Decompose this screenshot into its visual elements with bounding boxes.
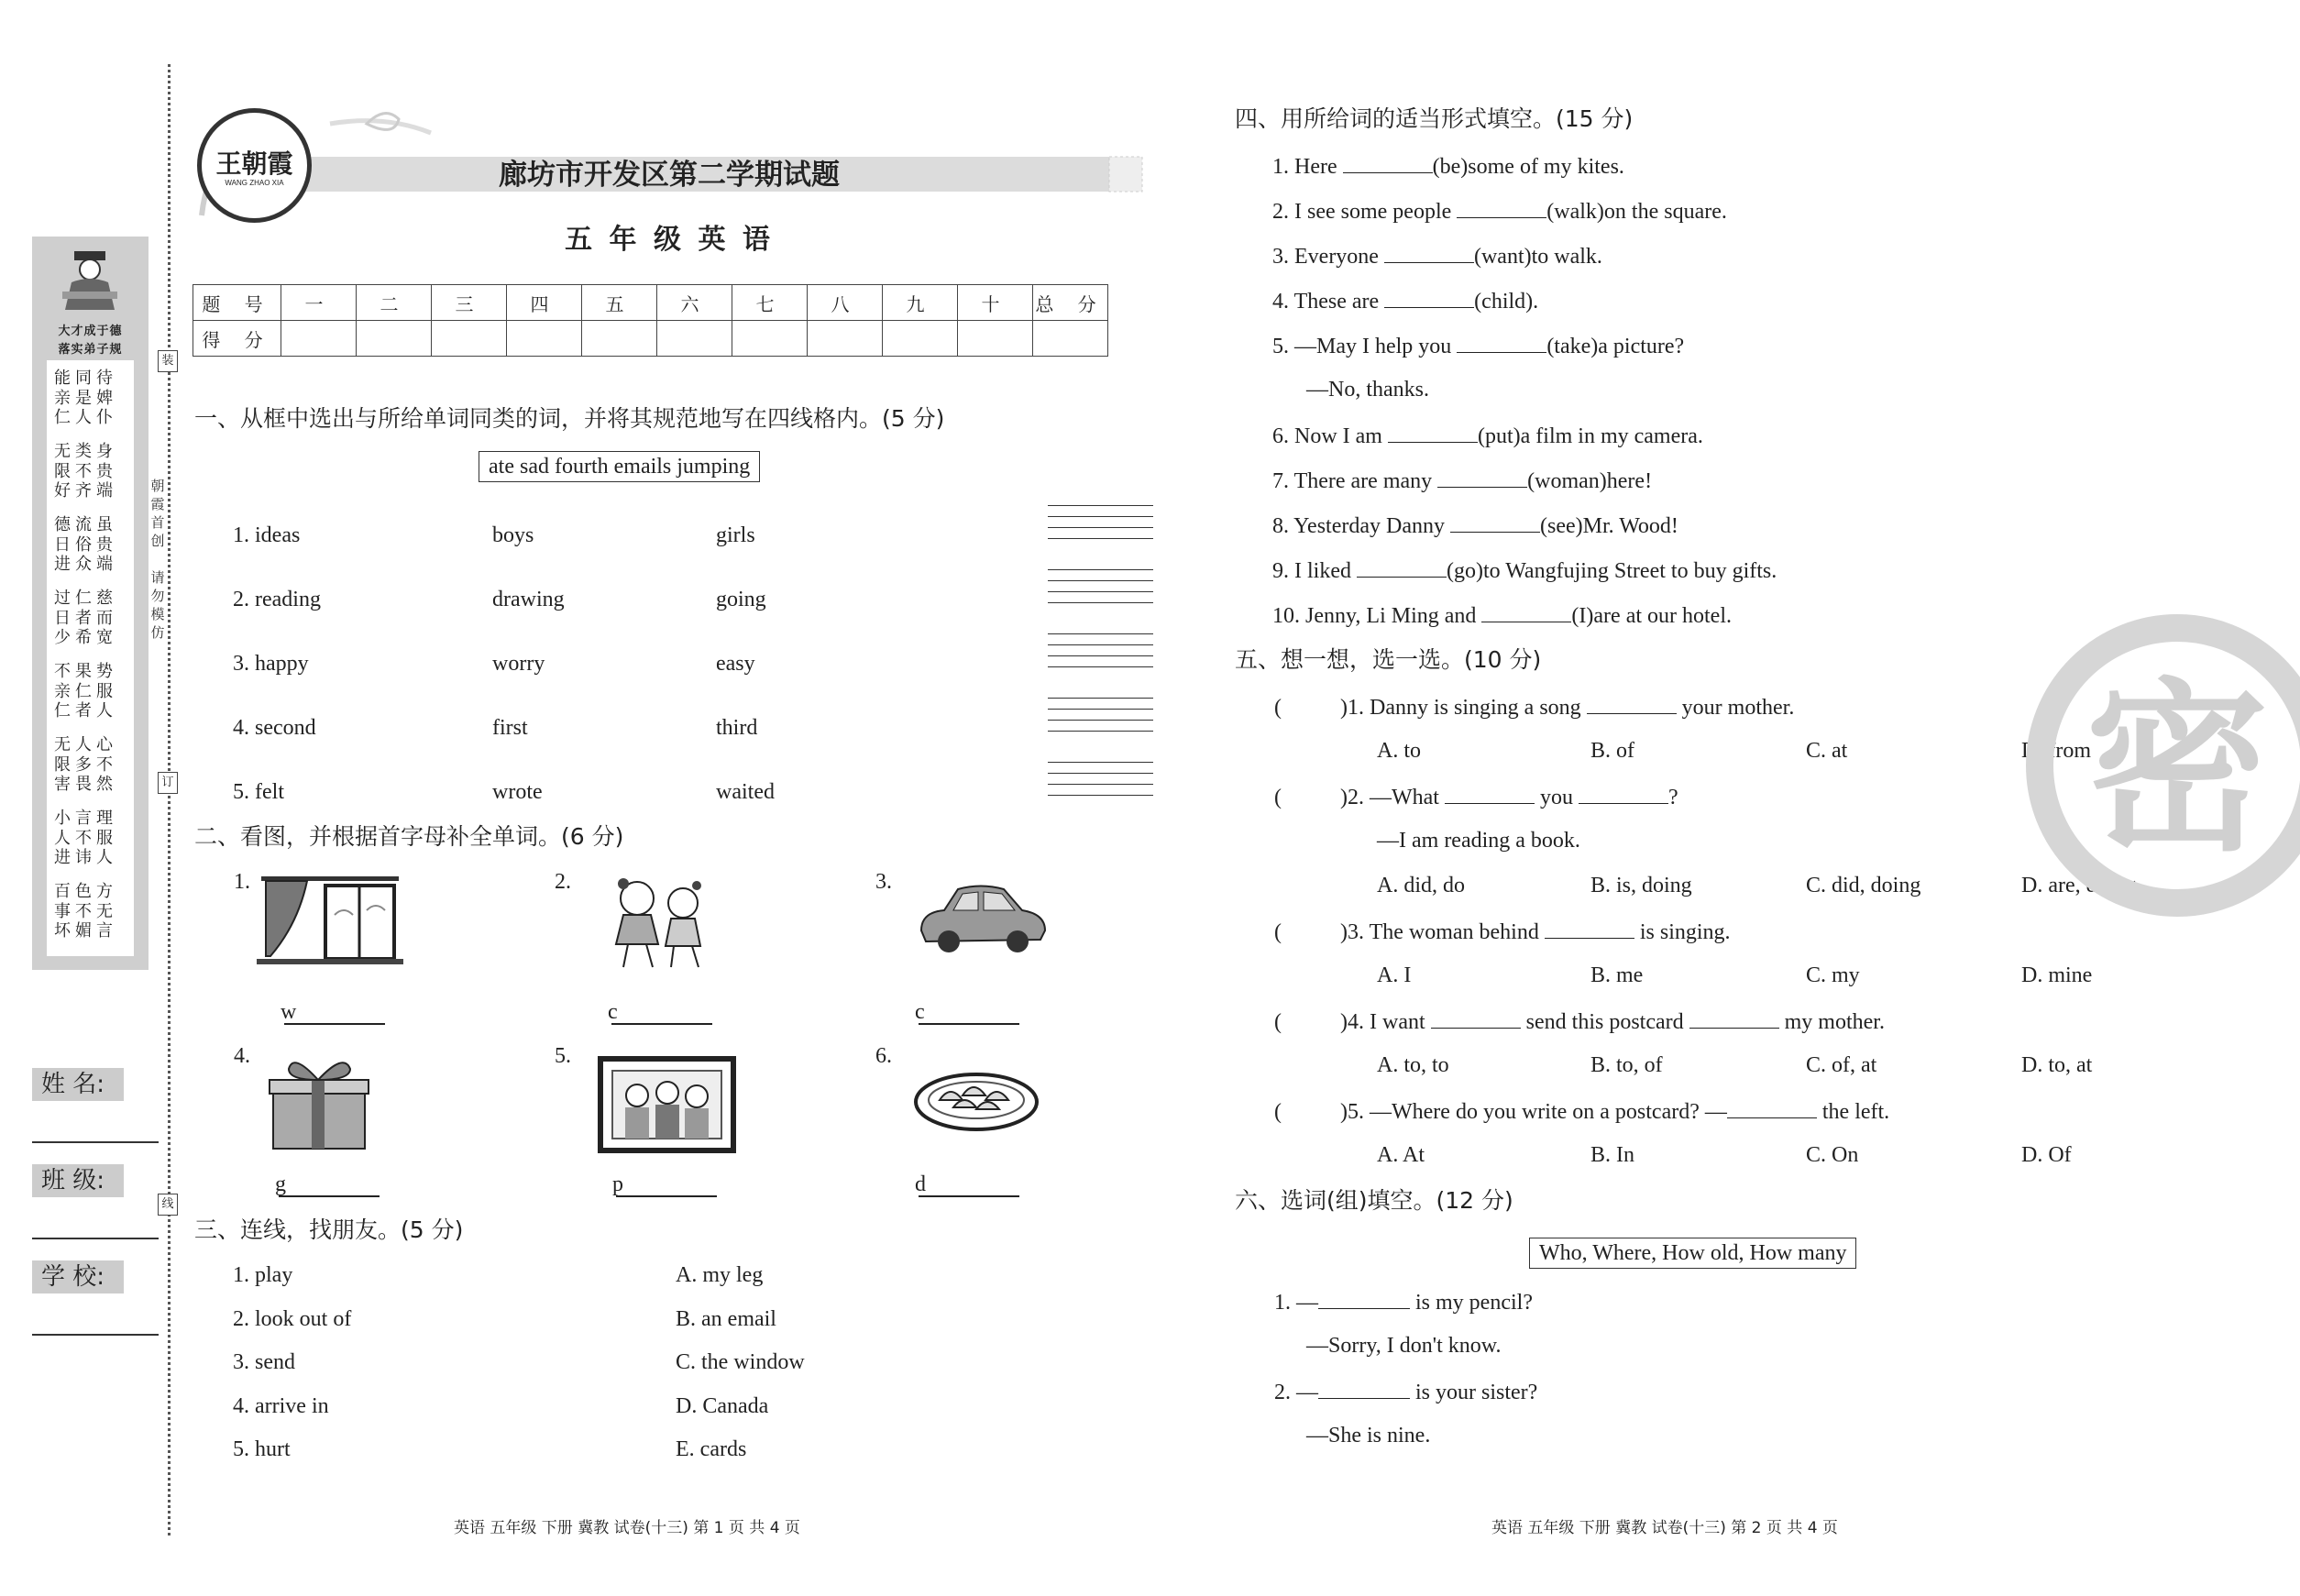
- answer-paren-close: ): [1340, 1100, 1348, 1124]
- choice-question: [1274, 693, 1794, 721]
- four-line-row[interactable]: [1048, 784, 1153, 787]
- score-header-cell: 三: [432, 285, 507, 321]
- four-line-row[interactable]: [1048, 720, 1153, 723]
- section6-title: 六、选词(组)填空。(12 分): [1235, 1187, 1513, 1214]
- choice-option[interactable]: A. I: [1377, 963, 1412, 987]
- score-input-cell[interactable]: [1033, 321, 1108, 357]
- score-header-cell: 七: [732, 285, 808, 321]
- motto-line-2: 落实弟子规: [58, 343, 123, 357]
- choice-option[interactable]: C. at: [1806, 739, 1848, 763]
- fill-blank-item: [1272, 601, 1732, 629]
- question-blank[interactable]: [1587, 693, 1677, 714]
- section1-word: third: [716, 716, 758, 740]
- item-hint: (take)a picture?: [1546, 335, 1685, 358]
- section1-word: first: [492, 716, 528, 740]
- four-line-row[interactable]: [1048, 591, 1153, 595]
- four-line-row[interactable]: [1048, 602, 1153, 606]
- section6-q2-suffix: is your sister?: [1410, 1381, 1538, 1404]
- question-blank[interactable]: [1431, 1007, 1521, 1029]
- question-text: 5. —Where do you write on a postcard? —: [1348, 1100, 1727, 1124]
- class-field[interactable]: [32, 1238, 159, 1239]
- four-line-row[interactable]: [1048, 773, 1153, 776]
- score-header-cell: 一: [281, 285, 357, 321]
- fill-blank-item: [1272, 556, 1777, 584]
- match-left-item[interactable]: 3. send: [233, 1350, 295, 1374]
- item-hint: (I)are at our hotel.: [1571, 604, 1732, 628]
- score-header-cell: 四: [507, 285, 582, 321]
- score-input-cell[interactable]: [582, 321, 657, 357]
- section2-item-number: 1.: [234, 870, 250, 894]
- four-line-row[interactable]: [1048, 709, 1153, 712]
- proverb-column: 百事坏: [54, 882, 71, 941]
- four-line-row[interactable]: [1048, 666, 1153, 670]
- four-line-row[interactable]: [1048, 516, 1153, 520]
- choice-option[interactable]: A. to: [1377, 739, 1421, 763]
- score-header-cell: 八: [808, 285, 883, 321]
- item-text: 5. —May I help you: [1272, 335, 1458, 358]
- section2-answer-line[interactable]: [919, 1023, 1019, 1025]
- match-right-item[interactable]: C. the window: [676, 1350, 805, 1374]
- section1-word: girls: [716, 523, 755, 547]
- proverb-column: 色不媚: [75, 882, 92, 941]
- item-hint: (go)to Wangfujing Street to buy gifts.: [1446, 559, 1777, 583]
- binding-note-original: 朝霞首创: [150, 478, 165, 549]
- choice-option[interactable]: A. At: [1377, 1143, 1425, 1167]
- score-table: [193, 284, 1108, 357]
- question-text: is singing.: [1634, 920, 1731, 944]
- match-left-item[interactable]: 2. look out of: [233, 1306, 352, 1331]
- footer-right: 英语 五年级 下册 冀教 试卷(十三) 第 2 页 共 4 页: [1491, 1519, 1838, 1537]
- window-curtain-picture: [252, 869, 403, 970]
- section1-item: 2. reading: [233, 588, 321, 611]
- proverb-column: 不亲仁: [54, 662, 71, 721]
- question-blank[interactable]: [1579, 783, 1668, 804]
- score-input-cell[interactable]: [958, 321, 1033, 357]
- section2-answer-line[interactable]: [616, 1195, 717, 1197]
- proverb-column: 人多畏: [75, 735, 92, 794]
- gift-box-picture: [266, 1052, 371, 1153]
- four-line-row[interactable]: [1048, 527, 1153, 531]
- choice-option[interactable]: D. mine: [2021, 963, 2093, 987]
- section1-item: 3. happy: [233, 652, 309, 676]
- choice-option[interactable]: B. of: [1590, 739, 1634, 763]
- children-picture: [587, 871, 733, 972]
- item-text: 4. These are: [1272, 290, 1385, 314]
- question-text: your mother.: [1676, 696, 1795, 720]
- choice-option[interactable]: D. Of: [2021, 1143, 2072, 1167]
- score-header-cell: 六: [657, 285, 732, 321]
- section6-a1: —Sorry, I don't know.: [1306, 1334, 1502, 1358]
- fill-blank-item: [1306, 377, 1429, 402]
- match-left-item[interactable]: 4. arrive in: [233, 1393, 329, 1418]
- choice-option[interactable]: D. are, doing: [2021, 874, 2137, 897]
- section1-item: 4. second: [233, 716, 316, 740]
- item-text: 7. There are many: [1272, 469, 1438, 493]
- section2-initial-letter: g: [275, 1172, 286, 1196]
- answer-blank[interactable]: [1343, 152, 1433, 173]
- item-hint: (woman)here!: [1527, 469, 1653, 493]
- fill-blank-item: [1272, 152, 1624, 180]
- item-text: 8. Yesterday Danny: [1272, 514, 1450, 538]
- proverb-column: 慈而宽: [96, 589, 113, 647]
- item-text: 3. Everyone: [1272, 245, 1384, 269]
- section6-q1-prefix: 1. —: [1274, 1291, 1318, 1315]
- binding-tag-xian: 线: [158, 1194, 178, 1216]
- four-line-row[interactable]: [1048, 538, 1153, 542]
- answer-blank[interactable]: [1357, 556, 1447, 578]
- choice-question: [1274, 918, 1731, 945]
- section1-word: wrote: [492, 780, 543, 804]
- proverb-column: 过日少: [54, 589, 71, 647]
- choice-option[interactable]: B. is, doing: [1590, 874, 1692, 897]
- choice-question: [1274, 783, 1678, 810]
- brand-logo-text: 王朝霞: [215, 149, 293, 179]
- proverb-column: 流俗众: [75, 515, 92, 574]
- choice-option[interactable]: B. In: [1590, 1143, 1634, 1167]
- school-label: 学 校:: [32, 1260, 124, 1293]
- item-text: 9. I liked: [1272, 559, 1357, 583]
- section2-initial-letter: w: [281, 1000, 297, 1024]
- item-text: 6. Now I am: [1272, 424, 1388, 448]
- footer-left: 英语 五年级 下册 冀教 试卷(十三) 第 1 页 共 4 页: [454, 1519, 800, 1537]
- answer-paren-open: (: [1274, 696, 1282, 720]
- score-header-cell: 二: [357, 285, 432, 321]
- choice-option[interactable]: B. me: [1590, 963, 1644, 987]
- name-field[interactable]: [32, 1141, 159, 1143]
- proverb-column: 无限害: [54, 735, 71, 794]
- choice-option[interactable]: A. did, do: [1377, 874, 1465, 897]
- section6-a2: —She is nine.: [1306, 1424, 1431, 1447]
- section6-q1: [1274, 1288, 1533, 1315]
- choice-option[interactable]: D. from: [2021, 739, 2091, 763]
- section1-item: 1. ideas: [233, 523, 301, 547]
- confidential-watermark-seal: [2026, 614, 2300, 917]
- section1-word: drawing: [492, 588, 565, 611]
- match-right-item[interactable]: B. an email: [676, 1306, 776, 1331]
- proverb-column: 理服人: [96, 809, 113, 867]
- choice-option[interactable]: C. of, at: [1806, 1053, 1877, 1077]
- four-line-row[interactable]: [1048, 569, 1153, 573]
- section2-answer-line[interactable]: [284, 1023, 385, 1025]
- four-line-row[interactable]: [1048, 762, 1153, 765]
- answer-blank[interactable]: [1457, 197, 1546, 218]
- section6-q2: [1274, 1378, 1537, 1405]
- proverb-column: 心不然: [96, 735, 113, 794]
- section6-q2-prefix: 2. —: [1274, 1381, 1318, 1404]
- answer-paren-close: ): [1340, 920, 1348, 944]
- family-photo-picture: [596, 1054, 738, 1155]
- answer-blank[interactable]: [1384, 242, 1474, 263]
- question-text: my mother.: [1778, 1010, 1885, 1034]
- question-text: ?: [1667, 786, 1678, 809]
- question-blank[interactable]: [1689, 1007, 1779, 1029]
- question-text: 3. The woman behind: [1348, 920, 1545, 944]
- section2-item-number: 6.: [875, 1044, 892, 1068]
- motto-line-1: 大才成于德: [58, 325, 123, 338]
- score-row-label: 得 分: [193, 321, 281, 357]
- item-text: 10. Jenny, Li Ming and: [1272, 604, 1482, 628]
- item-hint: (child).: [1474, 290, 1539, 314]
- match-right-item[interactable]: D. Canada: [676, 1393, 769, 1418]
- section6-q2-blank[interactable]: [1318, 1378, 1410, 1399]
- match-left-item[interactable]: 1. play: [233, 1263, 293, 1287]
- question-text: 4. I want: [1348, 1010, 1431, 1034]
- choice-question: [1274, 1097, 1889, 1125]
- score-input-cell[interactable]: [507, 321, 582, 357]
- proverb-column: 仁者希: [75, 589, 92, 647]
- section2-answer-line[interactable]: [611, 1023, 712, 1025]
- item-hint: (see)Mr. Wood!: [1539, 514, 1678, 538]
- section2-item-number: 4.: [234, 1044, 250, 1068]
- four-line-row[interactable]: [1048, 580, 1153, 584]
- answer-paren-open: (: [1274, 786, 1282, 809]
- choice-option[interactable]: A. to, to: [1377, 1053, 1449, 1077]
- binding-tag-ding: 订: [158, 772, 178, 794]
- proverb-column: 方无言: [96, 882, 113, 941]
- proverb-column: 果仁者: [75, 662, 92, 721]
- binding-tag-zhuang: 装: [158, 350, 178, 372]
- section2-initial-letter: d: [915, 1172, 926, 1196]
- proverb-column: 小人进: [54, 809, 71, 867]
- four-line-row[interactable]: [1048, 655, 1153, 659]
- question-blank[interactable]: [1445, 783, 1535, 804]
- score-header-cell: 五: [582, 285, 657, 321]
- question-blank[interactable]: [1545, 918, 1634, 939]
- brand-logo-subtext: WANG ZHAO XIA: [225, 179, 284, 187]
- section6-q1-blank[interactable]: [1318, 1288, 1410, 1309]
- item-hint: (want)to walk.: [1473, 245, 1602, 269]
- choice-option[interactable]: C. my: [1806, 963, 1860, 987]
- choice-option[interactable]: C. On: [1806, 1143, 1859, 1167]
- section1-word: waited: [716, 780, 775, 804]
- answer-blank[interactable]: [1388, 422, 1478, 443]
- four-line-row[interactable]: [1048, 644, 1153, 648]
- match-right-item[interactable]: E. cards: [676, 1437, 747, 1461]
- section1-word: worry: [492, 652, 545, 676]
- section2-item-number: 5.: [555, 1044, 571, 1068]
- question-followup: —I am reading a book.: [1377, 829, 1580, 853]
- section5-title: 五、想一想，选一选。(10 分): [1235, 646, 1542, 673]
- answer-blank[interactable]: [1450, 512, 1540, 533]
- fill-blank-item: [1272, 242, 1602, 270]
- score-header-cell: 九: [883, 285, 958, 321]
- section4-title: 四、用所给词的适当形式填空。(15 分): [1235, 105, 1634, 132]
- proverb-column: 无限好: [54, 442, 71, 501]
- binding-note-no-copy: 请勿模仿: [150, 569, 165, 641]
- score-input-cell[interactable]: [432, 321, 507, 357]
- section1-word: easy: [716, 652, 755, 676]
- score-input-cell[interactable]: [357, 321, 432, 357]
- match-right-item[interactable]: A. my leg: [676, 1263, 764, 1287]
- score-input-cell[interactable]: [657, 321, 732, 357]
- dumplings-plate-picture: [912, 1063, 1040, 1137]
- section2-initial-letter: p: [612, 1172, 623, 1196]
- score-input-cell[interactable]: [281, 321, 357, 357]
- proverb-column: 德日进: [54, 515, 71, 574]
- school-field[interactable]: [32, 1334, 159, 1336]
- proverb-column: 言不讳: [75, 809, 92, 867]
- car-picture: [912, 875, 1050, 958]
- four-line-row[interactable]: [1048, 698, 1153, 701]
- section3-title: 三、连线，找朋友。(5 分): [194, 1216, 464, 1243]
- brand-logo-seal: [197, 108, 312, 223]
- proverb-column: 虽贵端: [96, 515, 113, 574]
- proverb-column: 待婢仆: [96, 369, 113, 427]
- section2-answer-line[interactable]: [919, 1195, 1019, 1197]
- class-label: 班 级:: [32, 1164, 124, 1197]
- choice-option[interactable]: D. to, at: [2021, 1053, 2093, 1077]
- answer-blank[interactable]: [1457, 332, 1546, 353]
- fill-blank-item: [1272, 422, 1703, 449]
- score-header-cell: 十: [958, 285, 1033, 321]
- page-subtitle: 五 年 级 英 语: [565, 224, 774, 256]
- section6-word-box: Who, Where, How old, How many: [1529, 1238, 1856, 1269]
- question-blank[interactable]: [1727, 1097, 1817, 1118]
- item-hint: (walk)on the square.: [1546, 200, 1727, 224]
- choice-question: [1274, 1007, 1885, 1035]
- item-text: 1. Here: [1272, 155, 1343, 179]
- section2-item-number: 2.: [555, 870, 571, 894]
- item-hint: (put)a film in my camera.: [1477, 424, 1703, 448]
- section2-title: 二、看图，并根据首字母补全单词。(6 分): [194, 823, 624, 850]
- fill-blank-item: [1272, 512, 1678, 539]
- question-text: 2. —What: [1348, 786, 1445, 809]
- page-title: 廊坊市开发区第二学期试题: [499, 159, 840, 192]
- question-text: you: [1534, 786, 1579, 809]
- section1-word-box: ate sad fourth emails jumping: [479, 451, 760, 482]
- proverb-column: 身贵端: [96, 442, 113, 501]
- score-header-cell: 题 号: [193, 285, 281, 321]
- four-line-row[interactable]: [1048, 633, 1153, 637]
- answer-paren-open: (: [1274, 920, 1282, 944]
- four-line-row[interactable]: [1048, 505, 1153, 509]
- answer-paren-close: ): [1340, 786, 1348, 809]
- answer-paren-open: (: [1274, 1100, 1282, 1124]
- choice-option[interactable]: C. did, doing: [1806, 874, 1921, 897]
- section1-word: going: [716, 588, 766, 611]
- section2-initial-letter: c: [915, 1000, 925, 1024]
- proverb-column: 能亲仁: [54, 369, 71, 427]
- item-text: 2. I see some people: [1272, 200, 1458, 224]
- proverb-column: 同是人: [75, 369, 92, 427]
- score-input-cell[interactable]: [883, 321, 958, 357]
- proverb-column: 类不齐: [75, 442, 92, 501]
- four-line-row[interactable]: [1048, 731, 1153, 734]
- section1-word: boys: [492, 523, 534, 547]
- answer-blank[interactable]: [1481, 601, 1571, 622]
- question-text: send this postcard: [1520, 1010, 1689, 1034]
- answer-blank[interactable]: [1437, 467, 1527, 488]
- section1-title: 一、从框中选出与所给单词同类的词，并将其规范地写在四线格内。(5 分): [194, 405, 945, 432]
- answer-paren-close: ): [1340, 1010, 1348, 1034]
- score-header-cell: 总 分: [1033, 285, 1108, 321]
- section6-q1-suffix: is my pencil?: [1410, 1291, 1533, 1315]
- name-label: 姓 名:: [32, 1068, 124, 1101]
- match-left-item[interactable]: 5. hurt: [233, 1437, 291, 1461]
- section1-item: 5. felt: [233, 780, 284, 804]
- proverb-column: 势服人: [96, 662, 113, 721]
- section2-answer-line[interactable]: [279, 1195, 380, 1197]
- four-line-row[interactable]: [1048, 795, 1153, 798]
- question-text: 1. Danny is singing a song: [1348, 696, 1587, 720]
- answer-paren-open: (: [1274, 1010, 1282, 1034]
- score-input-cell[interactable]: [732, 321, 808, 357]
- fill-blank-item: [1272, 287, 1538, 314]
- confidential-watermark-text: 密: [2085, 663, 2269, 876]
- item-hint: (be)some of my kites.: [1432, 155, 1624, 179]
- answer-blank[interactable]: [1384, 287, 1474, 308]
- section2-initial-letter: c: [608, 1000, 618, 1024]
- binding-dotted-line: [168, 64, 171, 1535]
- score-table-header-row: [193, 285, 1108, 321]
- fill-blank-item: [1272, 332, 1684, 359]
- question-text: the left.: [1816, 1100, 1890, 1124]
- item-text: —No, thanks.: [1306, 378, 1429, 402]
- fill-blank-item: [1272, 197, 1727, 225]
- score-table-score-row: [193, 321, 1108, 357]
- section2-item-number: 3.: [875, 870, 892, 894]
- scholar-icon: [58, 246, 122, 319]
- choice-option[interactable]: B. to, of: [1590, 1053, 1663, 1077]
- fill-blank-item: [1272, 467, 1652, 494]
- answer-paren-close: ): [1340, 696, 1348, 720]
- score-input-cell[interactable]: [808, 321, 883, 357]
